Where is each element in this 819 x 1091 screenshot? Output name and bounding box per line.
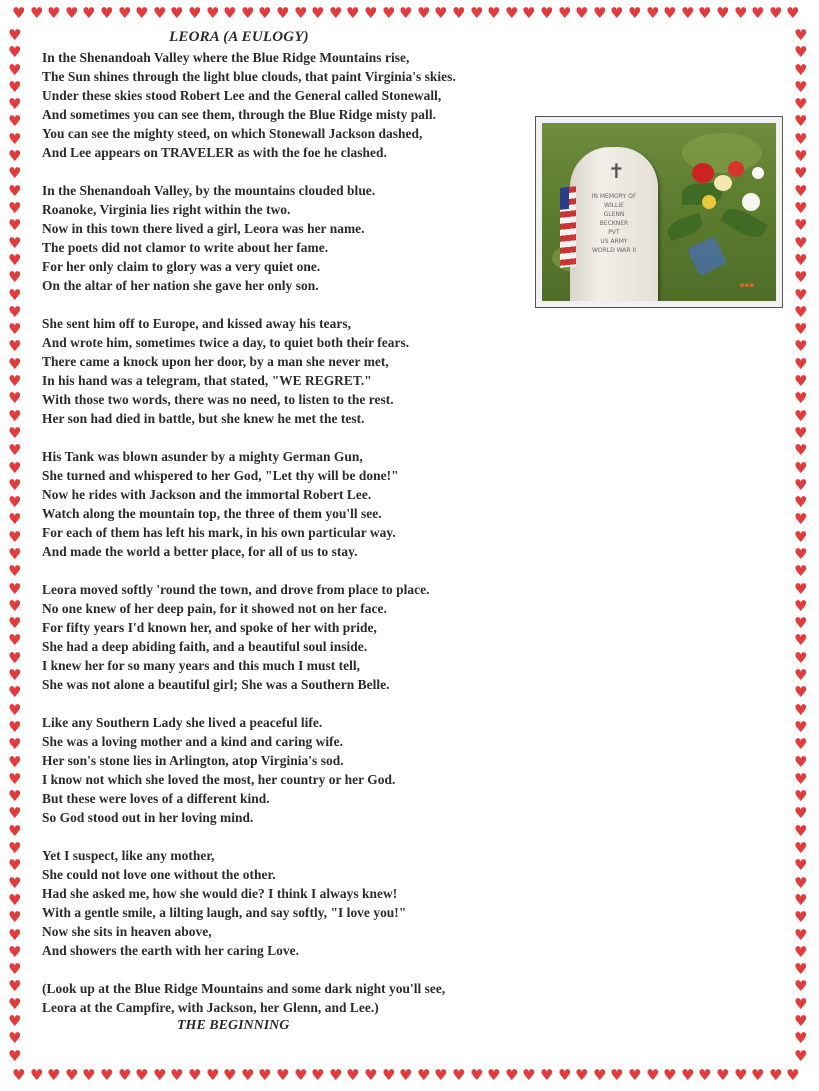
poem-line: In his hand was a telegram, that stated, "WE REGRET." (42, 373, 372, 388)
heart-icon: ♥ (8, 147, 22, 165)
heart-icon: ♥ (100, 1066, 114, 1084)
headstone-text-line: GLENN (603, 211, 625, 218)
heart-icon: ♥ (751, 4, 765, 22)
heart-icon: ♥ (294, 4, 308, 22)
heart-icon: ♥ (329, 1066, 343, 1084)
heart-icon: ♥ (794, 753, 808, 771)
heart-icon: ♥ (794, 856, 808, 874)
poem-line: For fifty years I'd known her, and spoke of her with pride, (42, 620, 377, 635)
poem-line: For her only claim to glory was a very quiet one. (42, 259, 321, 274)
heart-icon: ♥ (794, 372, 808, 390)
stanza (42, 447, 542, 561)
heart-icon: ♥ (82, 1066, 96, 1084)
heart-icon: ♥ (794, 510, 808, 528)
heart-icon: ♥ (794, 580, 808, 598)
heart-icon: ♥ (8, 822, 22, 840)
heart-icon: ♥ (794, 666, 808, 684)
heart-icon: ♥ (346, 4, 360, 22)
heart-icon: ♥ (8, 389, 22, 407)
heart-icon: ♥ (794, 164, 808, 182)
heart-icon: ♥ (505, 4, 519, 22)
heart-icon: ♥ (593, 4, 607, 22)
heart-icon: ♥ (276, 1066, 290, 1084)
heart-icon: ♥ (8, 545, 22, 563)
heart-icon: ♥ (794, 337, 808, 355)
heart-icon: ♥ (8, 718, 22, 736)
heart-icon: ♥ (794, 960, 808, 978)
heart-icon: ♥ (8, 1029, 22, 1047)
heart-icon: ♥ (241, 4, 255, 22)
heart-icon: ♥ (794, 735, 808, 753)
heart-icon: ♥ (8, 78, 22, 96)
poem-line: No one knew of her deep pain, for it showed not on her face. (42, 601, 387, 616)
heart-icon: ♥ (575, 1066, 589, 1084)
heart-icon: ♥ (794, 424, 808, 442)
heart-icon: ♥ (794, 874, 808, 892)
heart-icon: ♥ (610, 4, 624, 22)
heart-icon: ♥ (8, 597, 22, 615)
heart-icon: ♥ (786, 1066, 800, 1084)
heart-icon: ♥ (434, 1066, 448, 1084)
heart-icon: ♥ (794, 234, 808, 252)
heart-icon: ♥ (716, 4, 730, 22)
poem-line: She turned and whispered to her God, "Let thy will be done!" (42, 468, 399, 483)
heart-icon: ♥ (8, 320, 22, 338)
heart-icon: ♥ (769, 4, 783, 22)
heart-icon: ♥ (8, 995, 22, 1013)
poem (42, 28, 542, 1035)
heart-icon: ♥ (8, 459, 22, 477)
heart-icon: ♥ (8, 112, 22, 130)
heart-icon: ♥ (794, 389, 808, 407)
heart-icon: ♥ (8, 649, 22, 667)
heart-icon: ♥ (8, 631, 22, 649)
heart-icon: ♥ (769, 1066, 783, 1084)
poem-line: And showers the earth with her caring Love. (42, 943, 300, 958)
heart-icon: ♥ (646, 4, 660, 22)
heart-icon: ♥ (794, 995, 808, 1013)
poem-line: Her son's stone lies in Arlington, atop Virginia's sod. (42, 753, 344, 768)
heart-icon: ♥ (794, 649, 808, 667)
heart-icon: ♥ (8, 804, 22, 822)
heart-icon: ♥ (794, 1012, 808, 1030)
heart-icon: ♥ (734, 1066, 748, 1084)
heart-icon: ♥ (794, 908, 808, 926)
heart-icon: ♥ (794, 320, 808, 338)
heart-icon: ♥ (794, 943, 808, 961)
heart-icon: ♥ (628, 1066, 642, 1084)
heart-icon: ♥ (794, 26, 808, 44)
heart-icon: ♥ (153, 1066, 167, 1084)
heart-icon: ♥ (8, 926, 22, 944)
heart-icon: ♥ (794, 78, 808, 96)
poem-line: There came a knock upon her door, by a man she never met, (42, 354, 389, 369)
heart-icon: ♥ (558, 1066, 572, 1084)
poem-line: Like any Southern Lady she lived a peaceful life. (42, 715, 323, 730)
heart-icon: ♥ (794, 43, 808, 61)
stanza (42, 979, 542, 1017)
heart-icon: ♥ (8, 251, 22, 269)
heart-icon: ♥ (794, 303, 808, 321)
heart-icon: ♥ (12, 1066, 26, 1084)
poem-line: For each of them has left his mark, in his own particular way. (42, 525, 396, 540)
heart-icon: ♥ (258, 4, 272, 22)
heart-icon: ♥ (794, 130, 808, 148)
heart-icon: ♥ (47, 4, 61, 22)
heart-icon: ♥ (794, 355, 808, 373)
heart-icon: ♥ (311, 1066, 325, 1084)
heart-icon: ♥ (8, 182, 22, 200)
heart-icon: ♥ (794, 1029, 808, 1047)
heart-icon: ♥ (188, 4, 202, 22)
photo-stamp: ▪▪▪ (739, 281, 754, 289)
heart-icon: ♥ (794, 631, 808, 649)
heart-icon: ♥ (382, 1066, 396, 1084)
heart-icon: ♥ (716, 1066, 730, 1084)
poem-line: Watch along the mountain top, the three of them you'll see. (42, 506, 382, 521)
heart-icon: ♥ (8, 839, 22, 857)
poem-line: And sometimes you can see them, through the Blue Ridge misty pall. (42, 107, 436, 122)
headstone-text-line: WILLIE (604, 202, 624, 209)
poem-line: And made the world a better place, for all of us to stay. (42, 544, 358, 559)
heart-icon: ♥ (8, 268, 22, 286)
heart-icon: ♥ (30, 4, 44, 22)
heart-icon: ♥ (452, 1066, 466, 1084)
heart-icon: ♥ (698, 1066, 712, 1084)
heart-icon: ♥ (8, 735, 22, 753)
heart-icon: ♥ (794, 770, 808, 788)
poem-line: In the Shenandoah Valley, by the mountains clouded blue. (42, 183, 376, 198)
poem-line: Now she sits in heaven above, (42, 924, 212, 939)
heart-icon: ♥ (206, 1066, 220, 1084)
poem-line: She had a deep abiding faith, and a beautiful soul inside. (42, 639, 368, 654)
heart-icon: ♥ (8, 164, 22, 182)
poem-line: But these were loves of a different kind. (42, 791, 270, 806)
heart-icon: ♥ (794, 528, 808, 546)
heart-icon: ♥ (487, 1066, 501, 1084)
heart-icon: ♥ (8, 856, 22, 874)
poem-line: The poets did not clamor to write about her fame. (42, 240, 329, 255)
heart-icon: ♥ (65, 4, 79, 22)
heart-icon: ♥ (12, 4, 26, 22)
heart-icon: ♥ (522, 4, 536, 22)
heart-icon: ♥ (794, 268, 808, 286)
heart-icon: ♥ (276, 4, 290, 22)
heart-icon: ♥ (8, 960, 22, 978)
poem-line: So God stood out in her loving mind. (42, 810, 254, 825)
poem-line: With those two words, there was no need, to listen to the rest. (42, 392, 394, 407)
heart-icon: ♥ (794, 112, 808, 130)
heart-icon: ♥ (794, 1047, 808, 1065)
heart-icon: ♥ (794, 147, 808, 165)
heart-icon: ♥ (417, 4, 431, 22)
heart-icon: ♥ (8, 199, 22, 217)
heart-icon: ♥ (434, 4, 448, 22)
cross-icon: ✝ (608, 159, 625, 183)
poem-line: His Tank was blown asunder by a mighty German Gun, (42, 449, 363, 464)
heart-border-top (0, 6, 819, 28)
heart-icon: ♥ (8, 303, 22, 321)
heart-icon: ♥ (794, 441, 808, 459)
heart-icon: ♥ (8, 562, 22, 580)
poem-line: Leora at the Campfire, with Jackson, her Glenn, and Lee.) (42, 1000, 379, 1015)
heart-icon: ♥ (610, 1066, 624, 1084)
poem-line: And wrote him, sometimes twice a day, to quiet both their fears. (42, 335, 410, 350)
heart-icon: ♥ (135, 1066, 149, 1084)
heart-icon: ♥ (8, 977, 22, 995)
heart-icon: ♥ (452, 4, 466, 22)
poem-line: She was a loving mother and a kind and caring wife. (42, 734, 344, 749)
heart-icon: ♥ (8, 130, 22, 148)
heart-icon: ♥ (575, 4, 589, 22)
stanza (42, 846, 542, 960)
heart-icon: ♥ (329, 4, 343, 22)
heart-icon: ♥ (734, 4, 748, 22)
poem-line: With a gentle smile, a lilting laugh, and say softly, "I love you!" (42, 905, 407, 920)
poem-line: Now he rides with Jackson and the immortal Robert Lee. (42, 487, 372, 502)
photo-scene (542, 123, 776, 301)
heart-icon: ♥ (794, 683, 808, 701)
heart-icon: ♥ (794, 251, 808, 269)
heart-icon: ♥ (794, 476, 808, 494)
poem-line: Yet I suspect, like any mother, (42, 848, 215, 863)
heart-icon: ♥ (8, 441, 22, 459)
heart-icon: ♥ (382, 4, 396, 22)
heart-icon: ♥ (8, 95, 22, 113)
stanza (42, 314, 542, 428)
heart-icon: ♥ (417, 1066, 431, 1084)
heart-icon: ♥ (794, 407, 808, 425)
heart-icon: ♥ (794, 95, 808, 113)
heart-icon: ♥ (8, 908, 22, 926)
heart-icon: ♥ (188, 1066, 202, 1084)
poem-line: She could not love one without the other. (42, 867, 276, 882)
heart-icon: ♥ (8, 666, 22, 684)
heart-icon: ♥ (311, 4, 325, 22)
heart-icon: ♥ (593, 1066, 607, 1084)
heart-icon: ♥ (346, 1066, 360, 1084)
heart-icon: ♥ (794, 822, 808, 840)
heart-icon: ♥ (794, 459, 808, 477)
heart-icon: ♥ (505, 1066, 519, 1084)
heart-icon: ♥ (118, 1066, 132, 1084)
heart-icon: ♥ (8, 701, 22, 719)
headstone-text-line: WORLD WAR II (591, 247, 637, 254)
heart-icon: ♥ (558, 4, 572, 22)
poem-line: In the Shenandoah Valley where the Blue Ridge Mountains rise, (42, 50, 410, 65)
heart-icon: ♥ (522, 1066, 536, 1084)
heart-icon: ♥ (8, 753, 22, 771)
heart-icon: ♥ (8, 580, 22, 598)
heart-icon: ♥ (30, 1066, 44, 1084)
heart-icon: ♥ (470, 4, 484, 22)
heart-icon: ♥ (663, 1066, 677, 1084)
stanza (42, 181, 542, 295)
heart-icon: ♥ (8, 770, 22, 788)
heart-border-bottom (0, 1068, 819, 1090)
heart-icon: ♥ (794, 718, 808, 736)
heart-icon: ♥ (206, 4, 220, 22)
heart-icon: ♥ (794, 701, 808, 719)
heart-icon: ♥ (794, 545, 808, 563)
heart-icon: ♥ (794, 216, 808, 234)
headstone-photo (535, 116, 783, 308)
heart-icon: ♥ (258, 1066, 272, 1084)
poem-line: Now in this town there lived a girl, Leora was her name. (42, 221, 365, 236)
heart-icon: ♥ (470, 1066, 484, 1084)
headstone-text-line: BECKNER (599, 220, 629, 227)
heart-icon: ♥ (364, 1066, 378, 1084)
heart-icon: ♥ (794, 286, 808, 304)
stanza (42, 713, 542, 827)
heart-icon: ♥ (786, 4, 800, 22)
poem-line: On the altar of her nation she gave her only son. (42, 278, 319, 293)
heart-icon: ♥ (8, 493, 22, 511)
heart-icon: ♥ (8, 476, 22, 494)
american-flag (560, 186, 576, 268)
heart-icon: ♥ (8, 528, 22, 546)
heart-icon: ♥ (487, 4, 501, 22)
heart-icon: ♥ (794, 614, 808, 632)
poem-line: (Look up at the Blue Ridge Mountains and some dark night you'll see, (42, 981, 446, 996)
headstone-text-line: PVT (608, 229, 620, 236)
heart-icon: ♥ (8, 891, 22, 909)
poem-line: She sent him off to Europe, and kissed away his tears, (42, 316, 351, 331)
heart-icon: ♥ (8, 943, 22, 961)
heart-icon: ♥ (8, 407, 22, 425)
heart-icon: ♥ (8, 355, 22, 373)
poem-line: Leora moved softly 'round the town, and drove from place to place. (42, 582, 430, 597)
heart-icon: ♥ (8, 337, 22, 355)
heart-icon: ♥ (364, 4, 378, 22)
heart-icon: ♥ (399, 4, 413, 22)
poem-line: She was not alone a beautiful girl; She was a Southern Belle. (42, 677, 390, 692)
heart-icon: ♥ (8, 61, 22, 79)
heart-icon: ♥ (794, 839, 808, 857)
poem-line: Her son had died in battle, but she knew he met the test. (42, 411, 365, 426)
poem-line: Under these skies stood Robert Lee and the General called Stonewall, (42, 88, 442, 103)
heart-icon: ♥ (170, 1066, 184, 1084)
heart-icon: ♥ (794, 61, 808, 79)
poem-line: I knew her for so many years and this much I must tell, (42, 658, 361, 673)
flower-bouquet (692, 163, 714, 183)
heart-icon: ♥ (794, 493, 808, 511)
heart-icon: ♥ (8, 874, 22, 892)
heart-icon: ♥ (8, 683, 22, 701)
heart-icon: ♥ (8, 1012, 22, 1030)
poem-line: Roanoke, Virginia lies right within the two. (42, 202, 291, 217)
heart-icon: ♥ (153, 4, 167, 22)
heart-icon: ♥ (794, 977, 808, 995)
heart-icon: ♥ (170, 4, 184, 22)
stanza (42, 580, 542, 694)
heart-icon: ♥ (794, 199, 808, 217)
poem-title: LEORA (A EULOGY) (169, 29, 309, 45)
heart-icon: ♥ (135, 4, 149, 22)
heart-icon: ♥ (8, 216, 22, 234)
heart-icon: ♥ (794, 804, 808, 822)
heart-icon: ♥ (8, 787, 22, 805)
heart-icon: ♥ (8, 26, 22, 44)
heart-icon: ♥ (118, 4, 132, 22)
heart-icon: ♥ (681, 4, 695, 22)
poem-stanzas (42, 48, 542, 1017)
poem-line: The Sun shines through the light blue clouds, that paint Virginia's skies. (42, 69, 456, 84)
heart-icon: ♥ (628, 4, 642, 22)
heart-icon: ♥ (294, 1066, 308, 1084)
heart-icon: ♥ (794, 182, 808, 200)
heart-icon: ♥ (794, 562, 808, 580)
heart-icon: ♥ (698, 4, 712, 22)
heart-border-right (794, 0, 816, 1091)
heart-icon: ♥ (8, 372, 22, 390)
poem-line: You can see the mighty steed, on which Stonewall Jackson dashed, (42, 126, 423, 141)
heart-icon: ♥ (82, 4, 96, 22)
poem-line: Had she asked me, how she would die? I think I always knew! (42, 886, 398, 901)
heart-icon: ♥ (100, 4, 114, 22)
poem-line: I know not which she loved the most, her country or her God. (42, 772, 396, 787)
heart-icon: ♥ (794, 891, 808, 909)
heart-icon: ♥ (8, 286, 22, 304)
flower-vase (687, 236, 727, 276)
headstone (570, 147, 658, 301)
heart-icon: ♥ (663, 4, 677, 22)
heart-icon: ♥ (794, 597, 808, 615)
heart-icon: ♥ (241, 1066, 255, 1084)
heart-icon: ♥ (794, 787, 808, 805)
heart-icon: ♥ (540, 1066, 554, 1084)
headstone-text-line: IN MEMORY OF (591, 193, 637, 200)
heart-icon: ♥ (8, 234, 22, 252)
heart-icon: ♥ (8, 510, 22, 528)
heart-icon: ♥ (399, 1066, 413, 1084)
stanza (42, 48, 542, 162)
poem-line: And Lee appears on TRAVELER as with the foe he clashed. (42, 145, 387, 160)
heart-icon: ♥ (794, 926, 808, 944)
heart-border-left (8, 0, 30, 1091)
headstone-text-line: US ARMY (600, 238, 628, 245)
heart-icon: ♥ (681, 1066, 695, 1084)
heart-icon: ♥ (223, 1066, 237, 1084)
heart-icon: ♥ (8, 43, 22, 61)
heart-icon: ♥ (65, 1066, 79, 1084)
heart-icon: ♥ (47, 1066, 61, 1084)
heart-icon: ♥ (223, 4, 237, 22)
heart-icon: ♥ (8, 614, 22, 632)
heart-icon: ♥ (751, 1066, 765, 1084)
heart-icon: ♥ (8, 424, 22, 442)
heart-icon: ♥ (8, 1047, 22, 1065)
heart-icon: ♥ (646, 1066, 660, 1084)
poem-ending: THE BEGINNING (177, 1018, 290, 1033)
heart-icon: ♥ (540, 4, 554, 22)
